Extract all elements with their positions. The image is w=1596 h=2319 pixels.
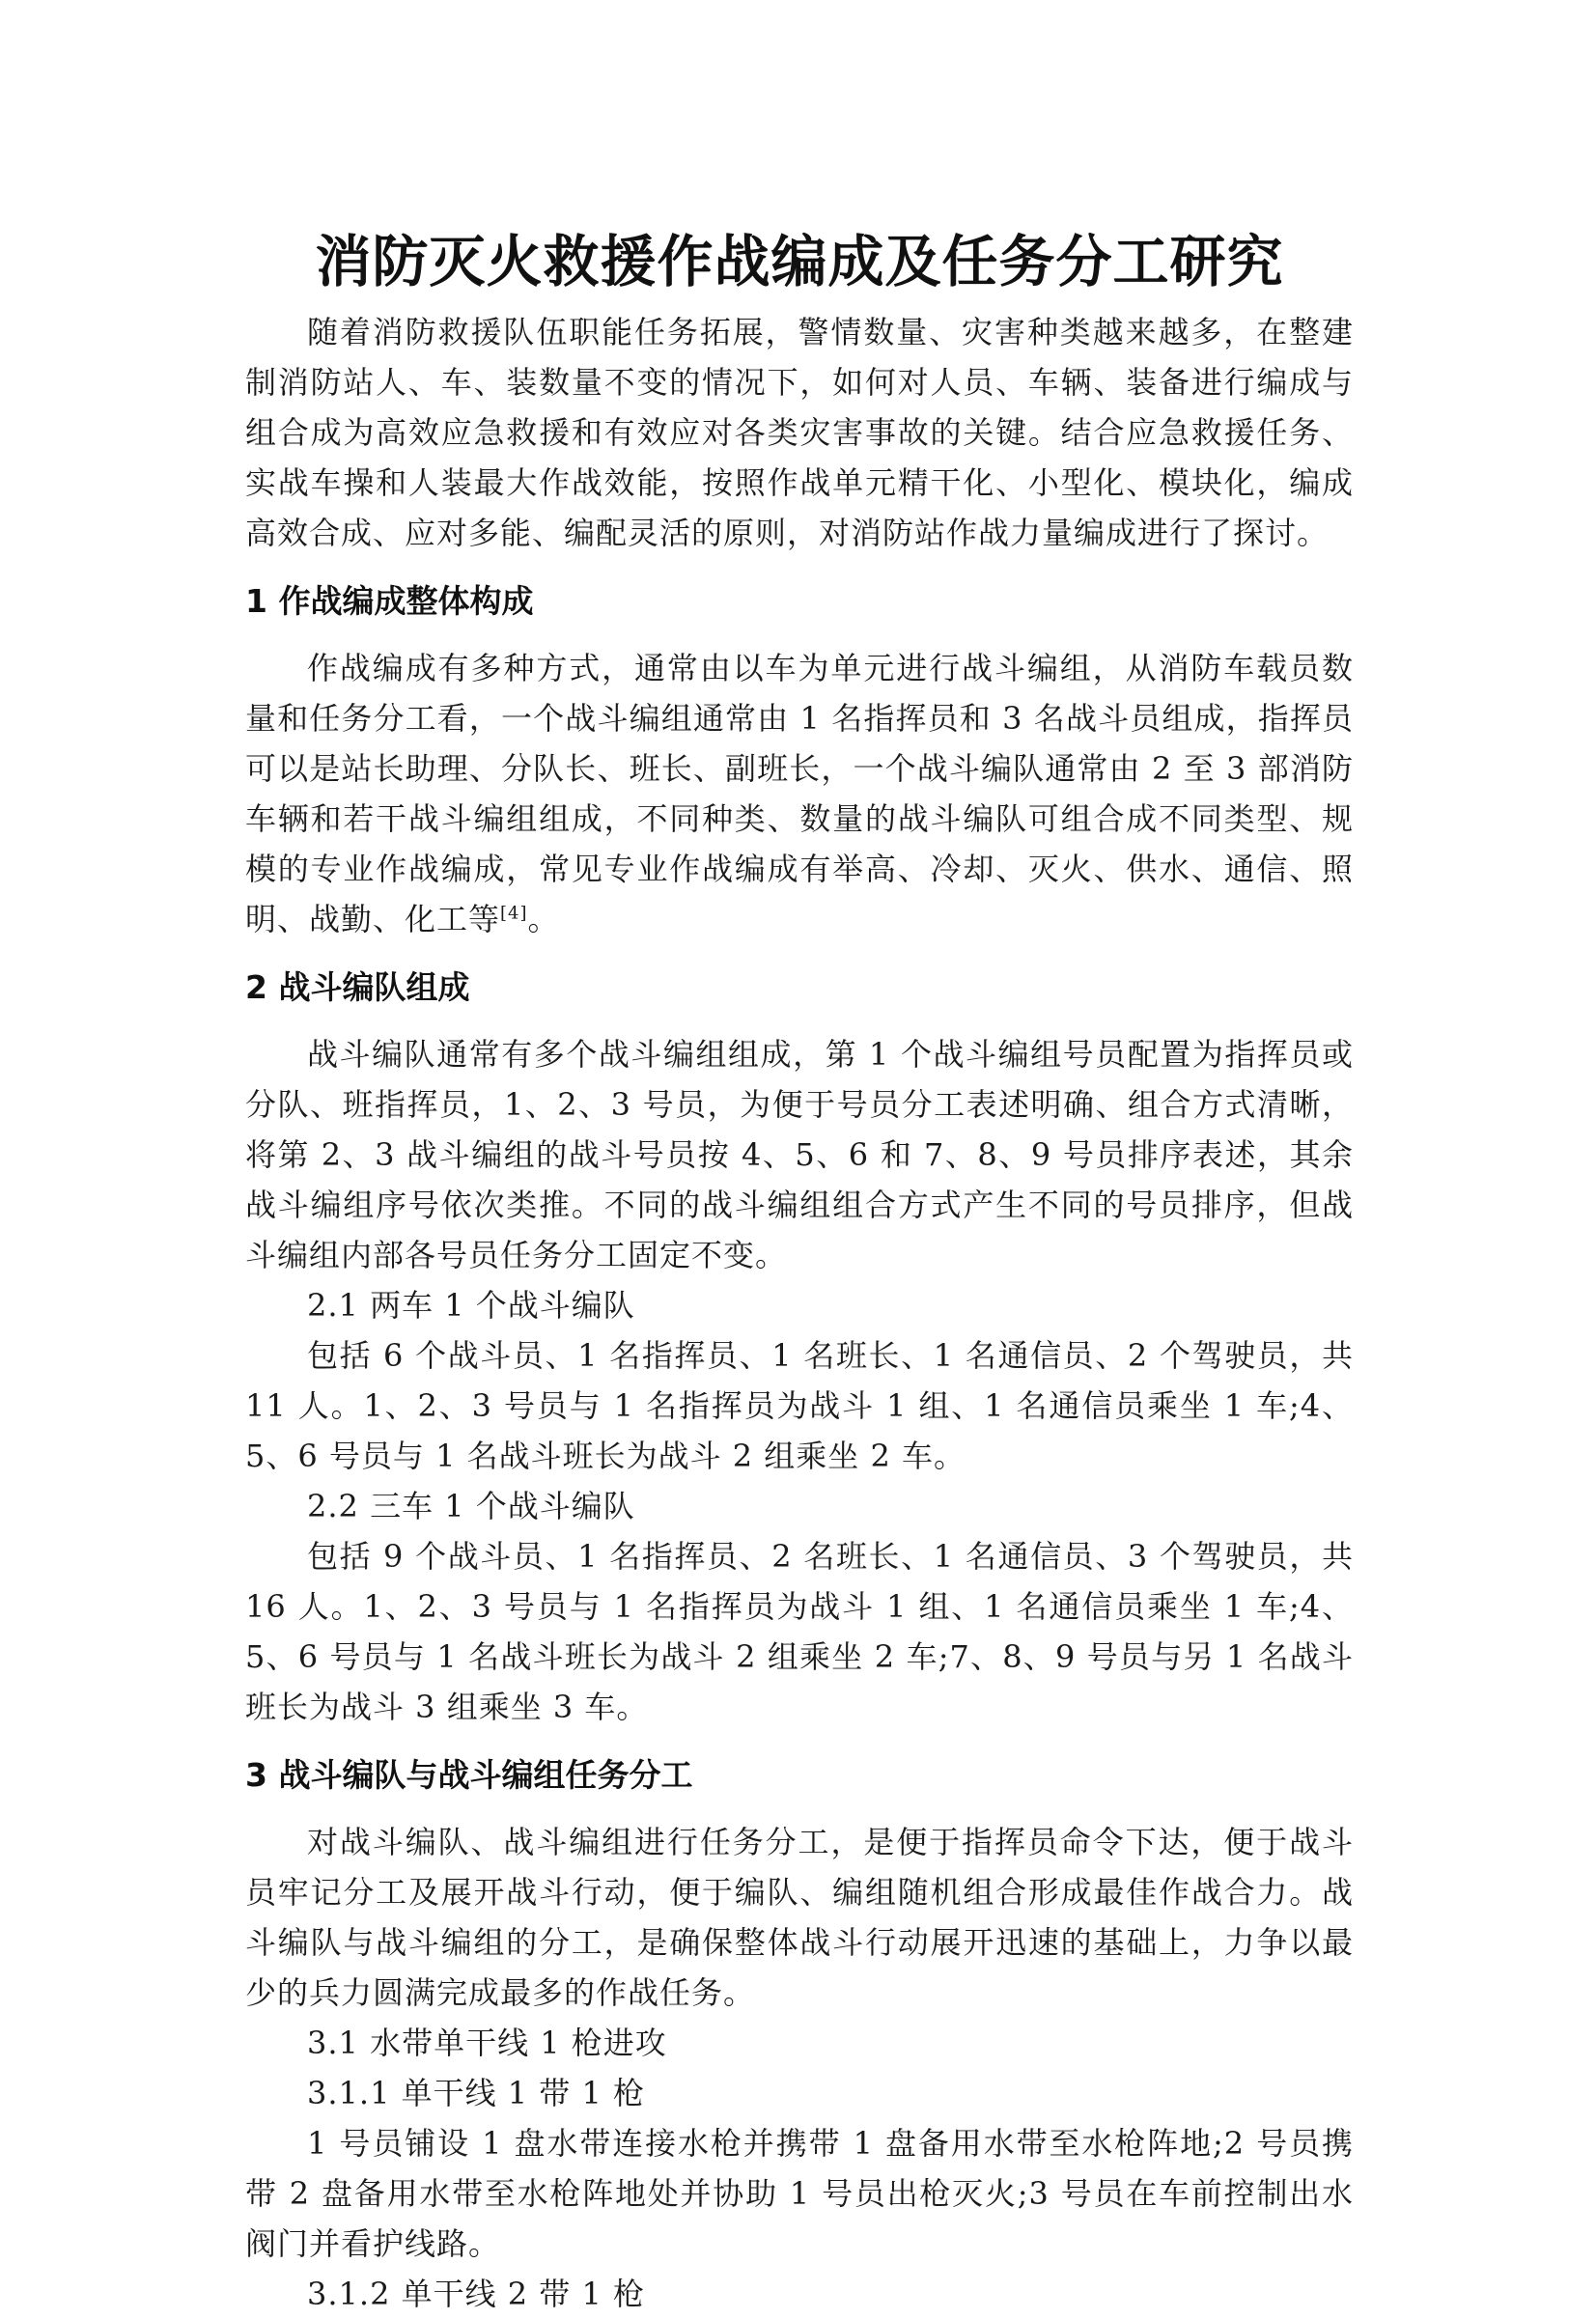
subsection-2-1-text: 包括 6 个战斗员、1 名指挥员、1 名班长、1 名通信员、2 个驾驶员，共 11 人。1、2、3 号员与 1 名指挥员为战斗 1 组、1 名通信员乘坐 1 车;4、5、6 号员与 1 名战斗班长为战斗 2 组乘坐 2 车。 (245, 1337, 1354, 1474)
section-2-paragraph: 战斗编队通常有多个战斗编组组成，第 1 个战斗编组号员配置为指挥员或分队、班指挥员，1、2、3 号员，为便于号员分工表述明确、组合方式清晰，将第 2、3 战斗编组的战斗号员按 4、5、6 和 7、8、9 号员排序表述，其余战斗编组序号依次类推。不同的战斗编组组合方式产生不同的号员排序，但战斗编组内部各号员任务分工固定不变。 (245, 1036, 1354, 1273)
section-3-heading: 3 战斗编队与战斗编组任务分工 (245, 1756, 693, 1794)
section-1-text: 作战编成有多种方式，通常由以车为单元进行战斗编组，从消防车载员数量和任务分工看，一个战斗编组通常由 1 名指挥员和 3 名战斗员组成，指挥员可以是站长助理、分队长、班长、副班长，一个战斗编队通常由 2 至 3 部消防车辆和若干战斗编组组成，不同种类、数量的战斗编队可组合成不同类型、规模的专业作战编成，常见专业作战编成有举高、冷却、灭火、供水、通信、照明、战勤、化工等 (245, 650, 1354, 937)
section-2-heading: 2 战斗编队组成 (245, 968, 470, 1006)
subsection-3-1-title: 3.1 水带单干线 1 枪进攻 (307, 2025, 667, 2061)
subsection-2-2-title: 2.2 三车 1 个战斗编队 (307, 1488, 635, 1524)
subsection-3-1-2-title: 3.1.2 单干线 2 带 1 枪 (307, 2276, 646, 2312)
section-1-paragraph (245, 643, 1354, 944)
subsection-3-1-1-text: 1 号员铺设 1 盘水带连接水枪并携带 1 盘备用水带至水枪阵地;2 号员携带 2 盘备用水带至水枪阵地处并协助 1 号员出枪灭火;3 号员在车前控制出水阀门并看护线路。 (245, 2125, 1354, 2262)
subsection-2-2-text: 包括 9 个战斗员、1 名指挥员、2 名班长、1 名通信员、3 个驾驶员，共 16 人。1、2、3 号员与 1 名指挥员为战斗 1 组、1 名通信员乘坐 1 车;4、5、6 号员与 1 名战斗班长为战斗 2 组乘坐 2 车;7、8、9 号员与另 1 名战斗班长为战斗 3 组乘坐 3 车。 (245, 1538, 1354, 1725)
section-1-heading: 1 作战编成整体构成 (245, 582, 534, 620)
subsection-3-1-1-title: 3.1.1 单干线 1 带 1 枪 (307, 2075, 646, 2111)
intro-paragraph: 随着消防救援队伍职能任务拓展，警情数量、灾害种类越来越多，在整建制消防站人、车、装数量不变的情况下，如何对人员、车辆、装备进行编成与组合成为高效应急救援和有效应对各类灾害事故的关键。结合应急救援任务、实战车操和人装最大作战效能，按照作战单元精干化、小型化、模块化，编成高效合成、应对多能、编配灵活的原则，对消防站作战力量编成进行了探讨。 (245, 314, 1354, 551)
section-3-paragraph: 对战斗编队、战斗编组进行任务分工，是便于指挥员命令下达，便于战斗员牢记分工及展开战斗行动，便于编队、编组随机组合形成最佳作战合力。战斗编队与战斗编组的分工，是确保整体战斗行动展开迅速的基础上，力争以最少的兵力圆满完成最多的作战任务。 (245, 1824, 1354, 2011)
document-title: 消防灭火救援作战编成及任务分工研究 (315, 229, 1284, 294)
section-1-end: 。 (527, 901, 560, 937)
document-page (245, 224, 1354, 2319)
citation-ref: [4] (500, 903, 528, 924)
subsection-2-1-title: 2.1 两车 1 个战斗编队 (307, 1287, 635, 1324)
